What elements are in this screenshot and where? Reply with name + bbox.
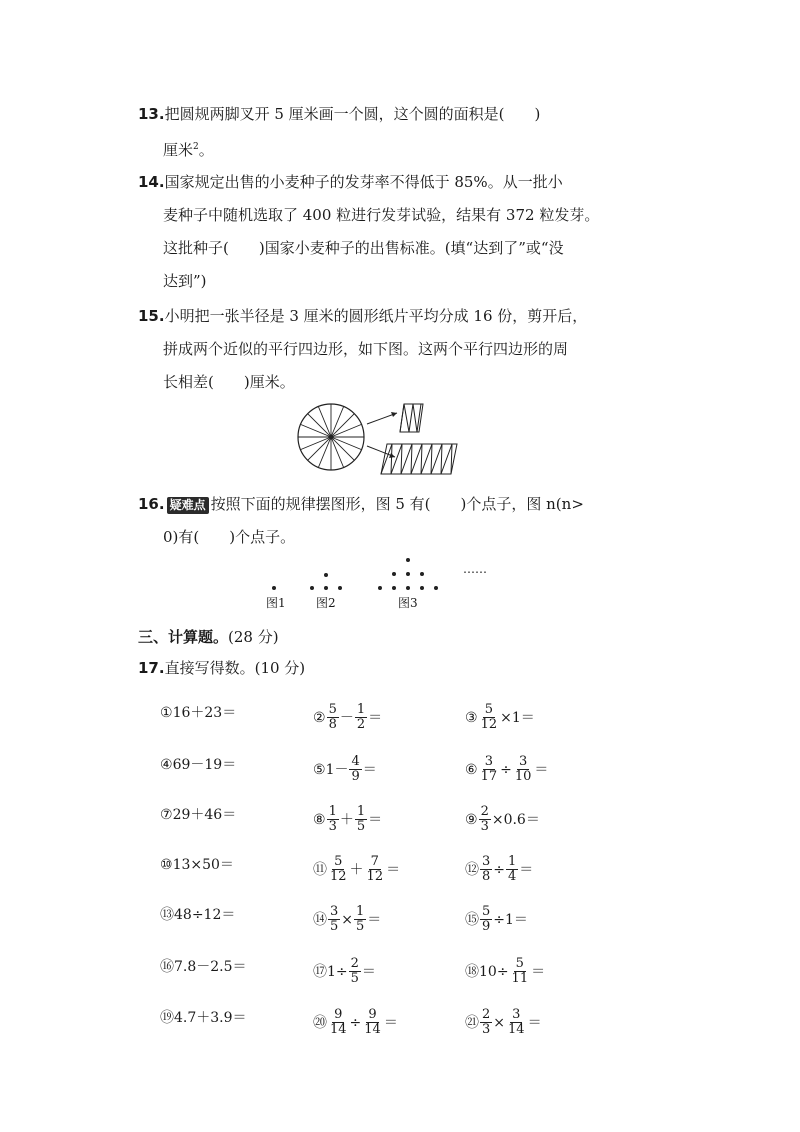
question-title: 直接写得数。 [164,659,255,677]
question-text: 达到”) [163,272,207,290]
divided-circle [298,404,364,470]
question-text: 拼成两个近似的平行四边形，如下图。这两个平行四边形的周 [163,340,569,358]
question-number: 14. [138,173,165,191]
question-score: (10 分) [254,659,306,677]
calc-item-6: ⑥ $\frac{3}{17}$ ÷ $\frac{3}{10}$ ＝ [465,754,549,784]
calc-item-5: ⑤ 1－ $\frac{4}{9}$ ＝ [313,754,377,784]
calc-item-3: ③ $\frac{5}{12}$ ×1＝ [465,702,535,732]
question-number: 15. [138,307,165,325]
calc-item-4: ④ 69－19＝ [160,757,237,773]
figure-1-dots [272,586,276,590]
question-text: 长相差( )厘米。 [163,373,295,391]
ellipsis: …… [463,562,487,576]
small-parallelogram [400,404,423,432]
difficulty-badge: 疑难点 [167,497,209,514]
question-number: 17. [138,659,165,677]
superscript: 2 [193,142,199,152]
calc-item-21: ㉑ $\frac{2}{3}$ × $\frac{3}{14}$ ＝ [465,1007,542,1037]
figure-1-label: 图1 [266,596,286,610]
figure-2-dots [310,573,342,590]
calc-item-1: ① 16＋23＝ [160,705,237,721]
calc-item-19: ⑲ 4.7＋3.9＝ [160,1010,247,1026]
question-13 [138,98,608,167]
calc-item-8: ⑧ $\frac{1}{3}$ ＋ $\frac{1}{5}$ ＝ [313,804,383,834]
calc-item-7: ⑦ 29＋46＝ [160,807,237,823]
calc-item-9: ⑨ $\frac{2}{3}$ ×0.6＝ [465,804,540,834]
question-number: 16. [138,495,165,513]
question-15 [138,300,608,399]
question-text: 小明把一张半径是 3 厘米的圆形纸片平均分成 16 份，剪开后， [164,307,588,325]
question-text: 把圆规两脚叉开 5 厘米画一个圆，这个圆的面积是( ) [164,105,541,123]
question-16 [138,488,608,554]
question-17 [138,652,608,685]
section-heading [138,626,279,647]
calc-item-13: ⑬ 48÷12＝ [160,907,236,923]
figure-3-dots [378,558,438,590]
calc-item-14: ⑭ $\frac{3}{5}$ × $\frac{1}{5}$ ＝ [313,904,382,934]
calc-item-16: ⑯ 7.8－2.5＝ [160,959,247,975]
large-parallelogram [381,444,457,474]
section-title: 三、计算题。 [138,628,229,646]
question-number: 13. [138,105,165,123]
calc-item-10: ⑩ 13×50＝ [160,857,234,873]
question-text: 这批种子( )国家小麦种子的出售标准。(填“达到了”或“没 [163,239,564,257]
figure-3-label: 图3 [398,596,418,610]
calc-item-2: ② $\frac{5}{8}$ － $\frac{1}{2}$ ＝ [313,702,383,732]
calc-item-11: ⑪ $\frac{5}{12}$ ＋ $\frac{7}{12}$ ＝ [313,854,401,884]
circle-parallelogram-figure [295,398,465,480]
calc-item-15: ⑮ $\frac{5}{9}$ ÷1＝ [465,904,528,934]
question-14 [138,166,608,298]
figure-2-label: 图2 [316,596,336,610]
question-text: 0)有( )个点子。 [163,528,296,546]
punctuation: 。 [198,141,214,159]
question-text: 按照下面的规律摆图形，图 5 有( )个点子，图 n(n> [210,495,584,513]
calc-item-12: ⑫ $\frac{3}{8}$ ÷ $\frac{1}{4}$ ＝ [465,854,534,884]
unit-text: 厘米 [163,141,194,159]
section-score: (28 分) [228,628,279,646]
question-text: 国家规定出售的小麦种子的发芽率不得低于 85%。从一批小 [164,173,563,191]
calc-item-17: ⑰ 1÷ $\frac{2}{5}$ ＝ [313,956,376,986]
question-text: 麦种子中随机选取了 400 粒进行发芽试验，结果有 372 粒发芽。 [163,206,600,224]
calc-item-18: ⑱ 10÷ $\frac{5}{11}$ ＝ [465,956,546,986]
calc-item-20: ⑳ $\frac{9}{14}$ ÷ $\frac{9}{14}$ ＝ [313,1007,398,1037]
